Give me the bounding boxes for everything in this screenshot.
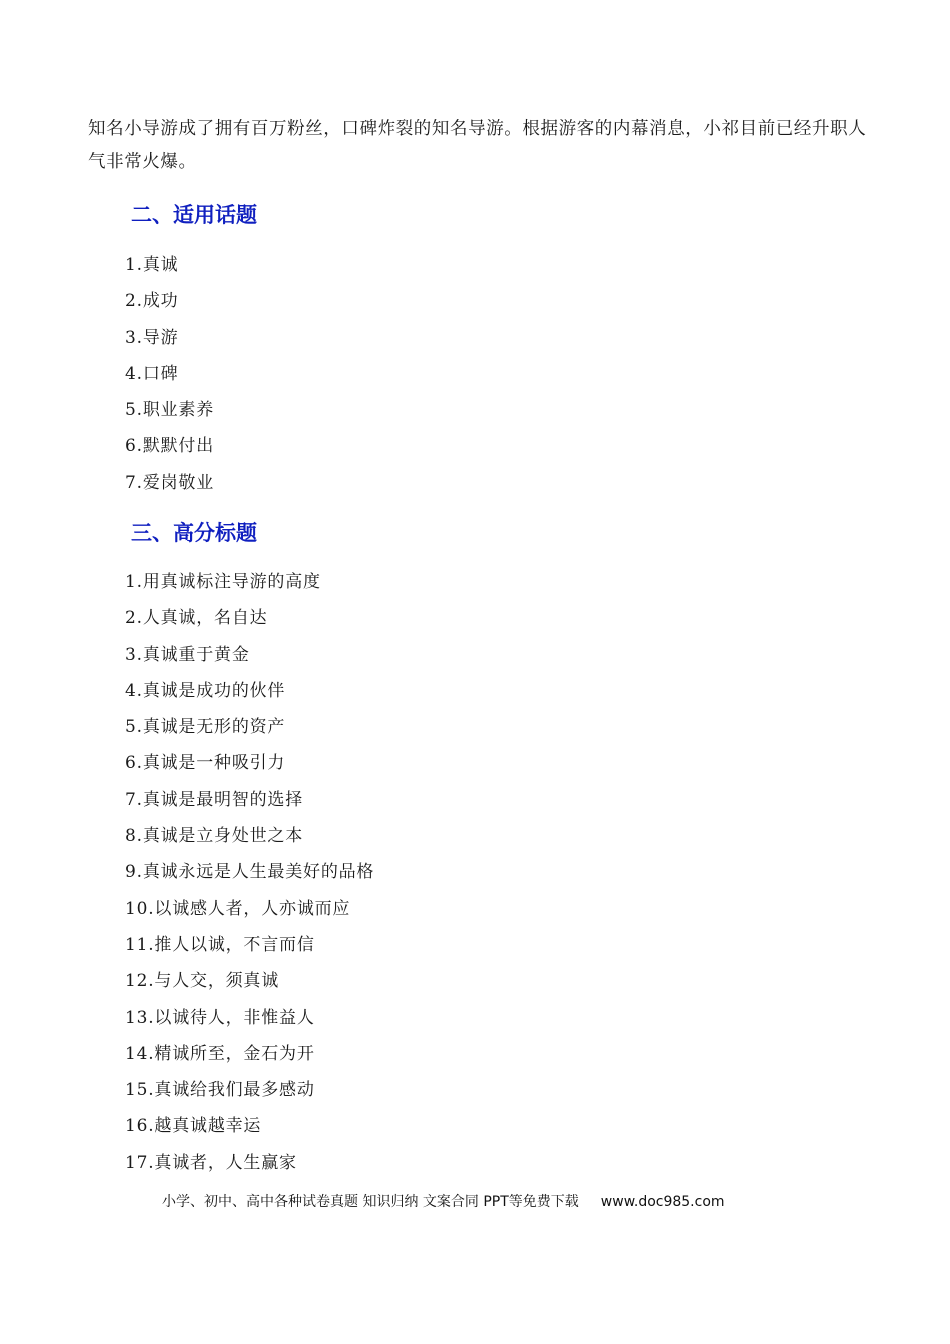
list-item: 2.成功 [125, 291, 179, 312]
list-item: 11.推人以诚，不言而信 [125, 934, 315, 955]
list-item: 4.口碑 [125, 363, 179, 384]
list-item: 3.真诚重于黄金 [125, 644, 250, 665]
list-item: 13.以诚待人，非惟益人 [125, 1007, 315, 1028]
list-item: 8.真诚是立身处世之本 [125, 826, 304, 847]
list-item: 7.真诚是最明智的选择 [125, 789, 304, 810]
list-item: 3.导游 [125, 327, 179, 348]
page-footer [162, 1191, 725, 1211]
list-item: 16.越真诚越幸运 [125, 1116, 262, 1137]
list-item: 14.精诚所至，金石为开 [125, 1043, 315, 1064]
footer-url[interactable]: www.doc985.com [600, 1194, 725, 1210]
list-item: 1.用真诚标注导游的高度 [125, 572, 321, 592]
list-item: 15.真诚给我们最多感动 [125, 1080, 315, 1101]
list-item: 12.与人交，须真诚 [125, 971, 280, 992]
footer-text: 小学、初中、高中各种试卷真题 知识归纳 文案合同 PPT等免费下载 [162, 1194, 579, 1210]
list-item: 6.默默付出 [125, 436, 215, 457]
list-item: 1.真诚 [125, 255, 179, 275]
list-item: 5.真诚是无形的资产 [125, 717, 286, 738]
section-heading-topics: 二、适用话题 [131, 203, 257, 227]
list-item: 10.以诚感人者，人亦诚而应 [125, 898, 351, 919]
list-item: 4.真诚是成功的伙伴 [125, 680, 286, 701]
section-heading-titles: 三、高分标题 [131, 521, 257, 545]
topics-list [125, 253, 214, 507]
list-item: 5.职业素养 [125, 400, 215, 421]
list-item: 2.人真诚，名自达 [125, 608, 268, 629]
list-item: 9.真诚永远是人生最美好的品格 [125, 862, 375, 883]
list-item: 6.真诚是一种吸引力 [125, 753, 286, 774]
intro-paragraph: 知名小导游成了拥有百万粉丝，口碑炸裂的知名导游。根据游客的内幕消息，小祁目前已经升职人气非常火爆。 [88, 119, 867, 172]
list-item: 17.真诚者，人生赢家 [125, 1152, 297, 1173]
titles-list [125, 570, 374, 1187]
list-item: 7.爱岗敬业 [125, 472, 215, 493]
